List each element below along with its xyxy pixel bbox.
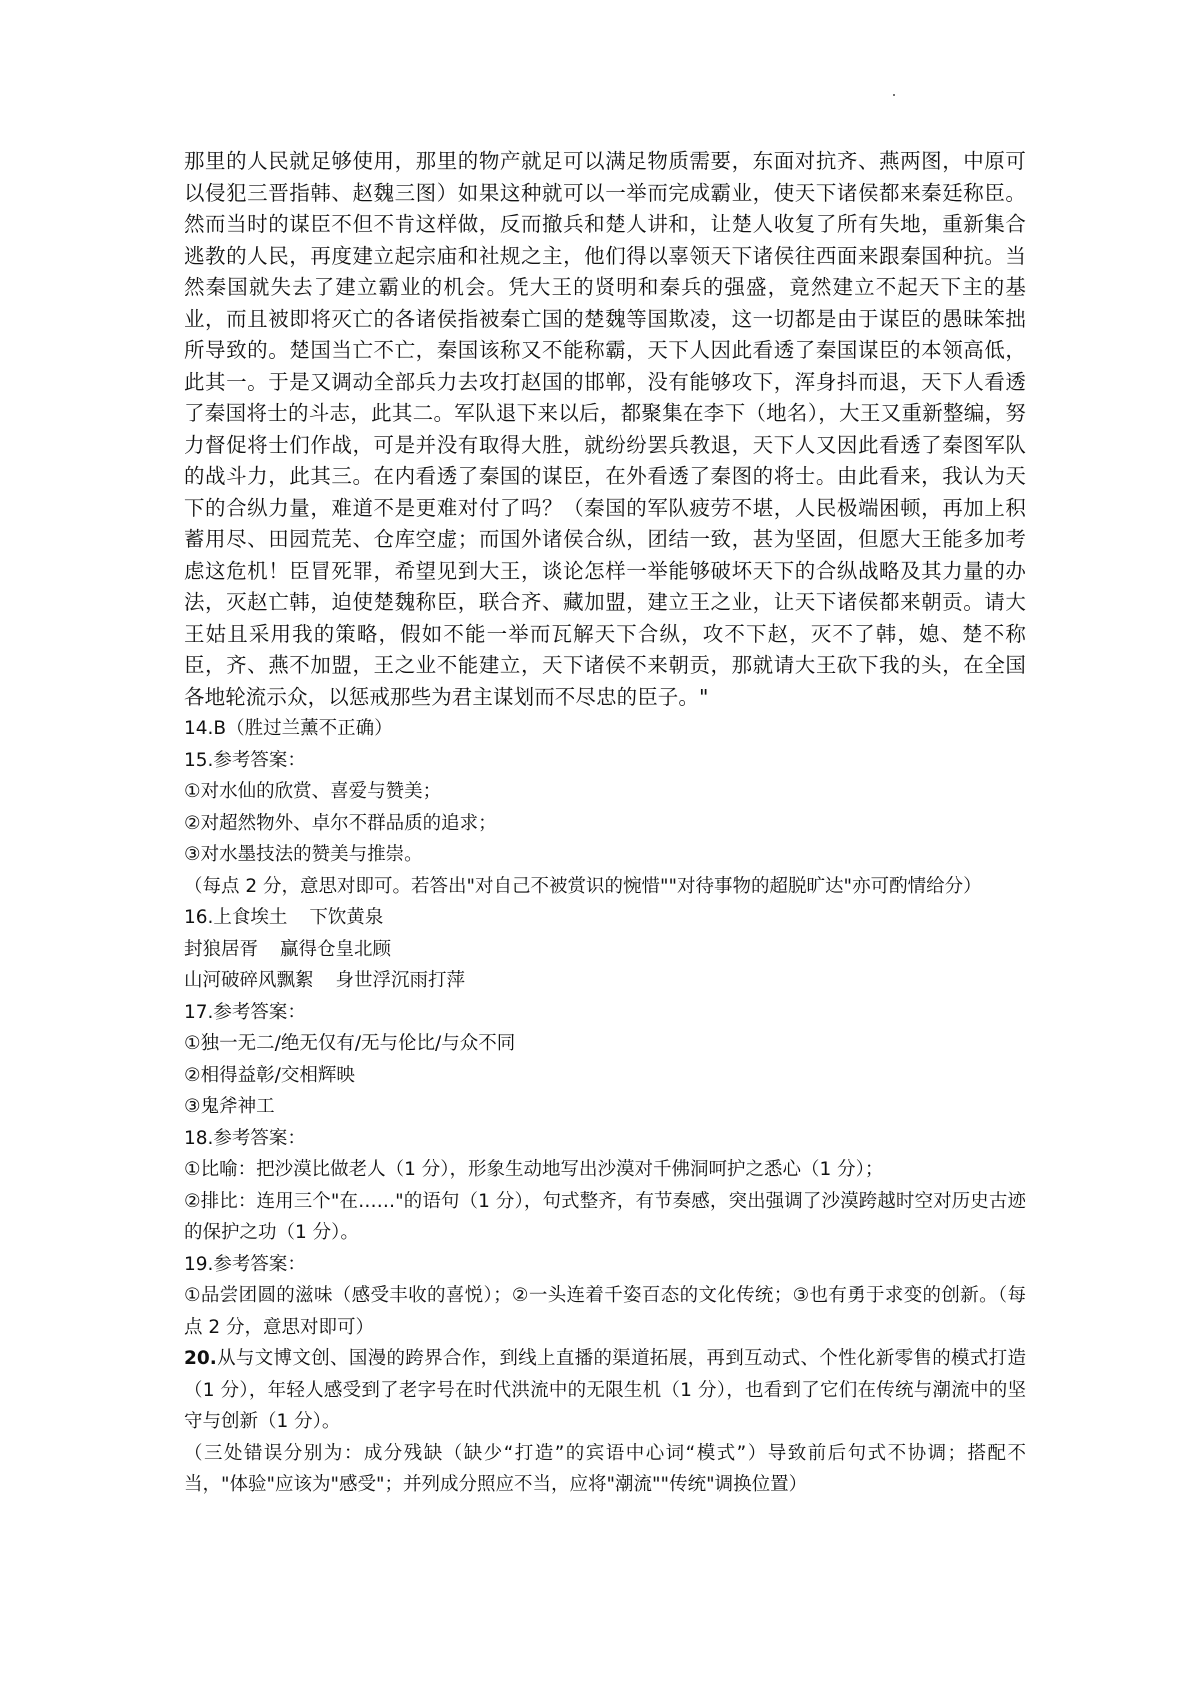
q16-line-1-second: 下饮黄泉 [309, 907, 384, 928]
q17-item: ②相得益彰/交相辉映 [184, 1064, 355, 1086]
q16-line-1 [184, 902, 1026, 934]
q19-section [184, 1249, 1026, 1344]
q16-line-2-second: 赢得仓皇北顾 [280, 938, 392, 960]
q14-answer: 14.B（胜过兰薰不正确） [184, 718, 393, 739]
q17-item: ③鬼斧神工 [184, 1096, 275, 1117]
q16-line-3 [184, 965, 1026, 997]
q16-line-1-first: 16.上食埃土 [184, 907, 288, 928]
q15-section [184, 745, 1026, 903]
q20-answer [184, 1343, 1026, 1438]
q18-header: 18.参考答案： [184, 1127, 306, 1149]
q18-item-2: ②排比：连用三个"在……"的语句（1 分），句式整齐，有节奏感，突出强调了沙漠跨越时空对历史古迹的保护之功（1 分）。 [184, 1190, 1026, 1243]
q15-note: （每点 2 分，意思对即可。若答出"对自己不被赏识的惋惜""对待事物的超脱旷达"亦可酌情给分） [184, 875, 982, 897]
page-marker-dot [893, 94, 895, 96]
q20-section [184, 1343, 1026, 1501]
q16-line-3-second: 身世浮沉雨打萍 [335, 970, 466, 991]
translation-passage: 那里的人民就足够使用，那里的物产就足可以满足物质需要，东面对抗齐、燕两图，中原可以侵犯三晋指韩、赵魏三图）如果这种就可以一举而完成霸业，使天下诸侯都来秦廷称臣。然而当时的谋臣不但不肯这样做，反而撤兵和楚人讲和，让楚人收复了所有失地，重新集合逃教的人民，再度建立起宗庙和社规之主，他们得以辜领天下诸侯往西面来跟秦国种抗。当然秦国就失去了建立霸业的机会。凭大王的贤明和秦兵的强盛，竟然建立不起天下主的基业，而且被即将灭亡的各诸侯指被秦亡国的楚魏等国欺凌，这一切都是由于谋臣的愚昧笨拙所导致的。楚国当亡不亡，秦国该称又不能称霸，天下人因此看透了秦国谋臣的本领高低，此其一。于是又调动全部兵力去攻打赵国的邯郸，没有能够攻下，浑身抖而退，天下人看透了秦国将士的斗志，此其二。军队退下来以后，都聚集在李下（地名），大王又重新整编，努力督促将士们作战，可是并没有取得大胜，就纷纷罢兵教退，天下人又因此看透了秦图军队的战斗力，此其三。在内看透了秦国的谋臣，在外看透了秦图的将士。由此看来，我认为天下的合纵力量，难道不是更难对付了吗？（秦国的军队疲劳不堪，人民极端困顿，再加上积蓄用尽、田园荒芜、仓库空虚；而国外诸侯合纵，团结一致，甚为坚固，但愿大王能多加考虑这危机！臣冒死罪，希望见到大王，谈论怎样一举能够破坏天下的合纵战略及其力量的办法，灭赵亡韩，迫使楚魏称臣，联合齐、藏加盟，建立王之业，让天下诸侯都来朝贡。请大王姑且采用我的策略，假如不能一举而瓦解天下合纵，攻不下赵，灭不了韩，媳、楚不称臣，齐、燕不加盟，王之业不能建立，天下诸侯不来朝贡，那就请大王砍下我的头，在全国各地轮流示众，以惩戒那些为君主谋划而不尽忠的臣子。" [184, 149, 1026, 709]
q20-note: （三处错误分别为：成分残缺（缺少“打造”的宾语中心词“模式”）导致前后句式不协调；搭配不当，"体验"应该为"感受"；并列成分照应不当，应将"潮流""传统"调换位置） [184, 1442, 1026, 1495]
q16-line-3-first: 山河破碎风飘絮 [184, 970, 314, 991]
q18-section [184, 1123, 1026, 1249]
q15-item: ②对超然物外、卓尔不群品质的追求； [184, 812, 497, 834]
q17-section [184, 997, 1026, 1123]
q17-item: ①独一无二/绝无仅有/无与伦比/与众不同 [184, 1033, 516, 1054]
q18-item-1: ①比喻：把沙漠比做老人（1 分），形象生动地写出沙漠对千佛洞呵护之悉心（1 分）； [184, 1159, 884, 1180]
q15-item: ③对水墨技法的赞美与推崇。 [184, 844, 423, 865]
q20-text: 从与文博文创、国漫的跨界合作，到线上直播的渠道拓展，再到互动式、个性化新零售的模式打造（1 分），年轻人感受到了老字号在时代洪流中的无限生机（1 分），也看到了它们在传统与潮流中的坚守与创新（1 分）。 [184, 1348, 1026, 1432]
q20-number: 20. [184, 1348, 217, 1369]
q19-header: 19.参考答案： [184, 1253, 306, 1275]
q16-line-2 [184, 934, 1026, 966]
q19-answer: ①品尝团圆的滋味（感受丰收的喜悦）；②一头连着千姿百态的文化传统；③也有勇于求变的创新。（每点 2 分，意思对即可） [184, 1285, 1026, 1338]
q16-line-2-first: 封狼居胥 [184, 938, 259, 960]
q16-section [184, 902, 1026, 997]
q15-item: ①对水仙的欣赏、喜爱与赞美； [184, 781, 442, 802]
q17-header: 17.参考答案： [184, 1001, 306, 1023]
q15-header: 15.参考答案： [184, 749, 306, 771]
answer-document [184, 146, 1026, 1501]
